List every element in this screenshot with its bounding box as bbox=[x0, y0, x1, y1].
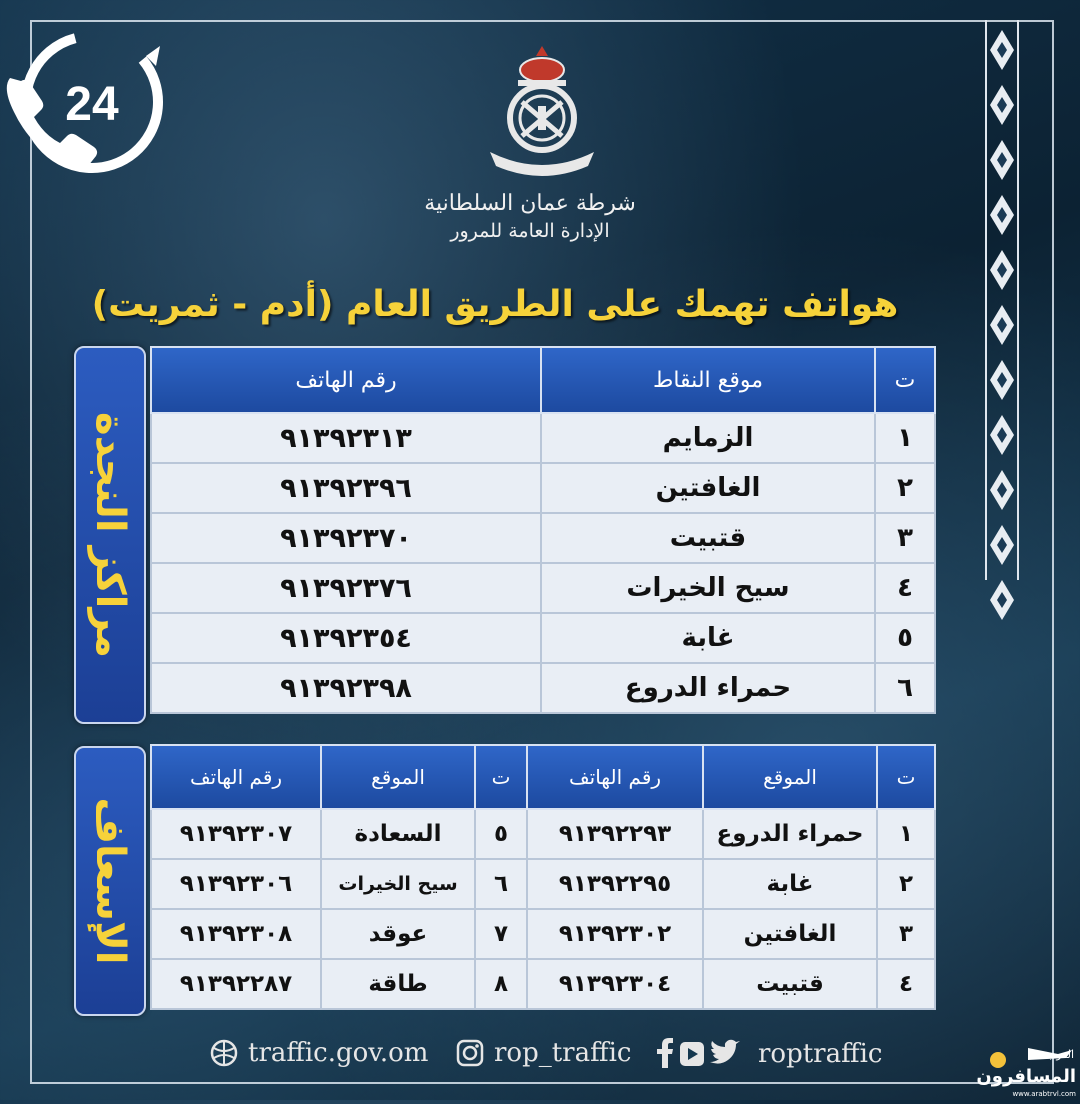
row-phone: ٩١٣٩٢٣٩٦ bbox=[151, 463, 541, 513]
watermark-line3: www.arabtrvl.com bbox=[1012, 1090, 1076, 1098]
side-label-ambulance-text: الإسعاف bbox=[87, 797, 133, 965]
row-location: غابة bbox=[703, 859, 877, 909]
row-location: حمراء الدروع bbox=[703, 809, 877, 859]
phone-24-badge bbox=[0, 16, 172, 188]
header-phone-2: رقم الهاتف bbox=[151, 745, 321, 809]
row-phone: ٩١٣٩٢٣٩٨ bbox=[151, 663, 541, 713]
row-index-2: ٧ bbox=[475, 909, 527, 959]
ambulance-table bbox=[150, 744, 936, 1010]
instagram-handle[interactable]: rop_traffic bbox=[494, 1038, 632, 1068]
row-location: حمراء الدروع bbox=[541, 663, 875, 713]
organization-name bbox=[380, 190, 680, 244]
table-row bbox=[151, 563, 935, 613]
table-header-row bbox=[151, 347, 935, 413]
instagram-icon bbox=[456, 1039, 484, 1067]
watermark-line2: المسافرون bbox=[976, 1066, 1076, 1087]
page-title: هواتف تهمك على الطريق العام (أدم - ثمريت) bbox=[91, 284, 899, 325]
row-index: ٢ bbox=[877, 859, 935, 909]
org-line-1: شرطة عمان السلطانية bbox=[424, 191, 636, 216]
row-location: سيح الخيرات bbox=[541, 563, 875, 613]
header-index: ت bbox=[877, 745, 935, 809]
table-row bbox=[151, 959, 935, 1009]
org-line-2: الإدارة العامة للمرور bbox=[450, 220, 610, 242]
table-row bbox=[151, 909, 935, 959]
table-row bbox=[151, 663, 935, 713]
row-phone: ٩١٣٩٢٣٠٤ bbox=[527, 959, 703, 1009]
row-location: الغافتين bbox=[541, 463, 875, 513]
header-index: ت bbox=[875, 347, 935, 413]
header-index-2: ت bbox=[475, 745, 527, 809]
decorative-pattern bbox=[984, 20, 1020, 630]
header-location: الموقع bbox=[703, 745, 877, 809]
row-index: ١ bbox=[877, 809, 935, 859]
row-index: ٣ bbox=[877, 909, 935, 959]
side-label-rescue-text: مراكز النجدة bbox=[87, 411, 133, 659]
row-index-2: ٥ bbox=[475, 809, 527, 859]
footer-social[interactable] bbox=[650, 1038, 882, 1070]
row-index: ٣ bbox=[875, 513, 935, 563]
row-phone-2: ٩١٣٩٢٣٠٨ bbox=[151, 909, 321, 959]
badge-number: 24 bbox=[65, 78, 119, 131]
row-index: ٥ bbox=[875, 613, 935, 663]
row-phone: ٩١٣٩٢٣١٣ bbox=[151, 413, 541, 463]
row-location: الزمايم bbox=[541, 413, 875, 463]
website-text[interactable]: traffic.gov.om bbox=[248, 1038, 429, 1068]
row-location: قتبيت bbox=[703, 959, 877, 1009]
watermark-logo bbox=[968, 1040, 1080, 1100]
row-index-2: ٨ bbox=[475, 959, 527, 1009]
facebook-icon bbox=[657, 1038, 673, 1068]
row-phone: ٩١٣٩٢٢٩٣ bbox=[527, 809, 703, 859]
table-row bbox=[151, 463, 935, 513]
social-icons bbox=[650, 1038, 750, 1070]
basketball-icon bbox=[210, 1039, 238, 1067]
row-index: ٤ bbox=[877, 959, 935, 1009]
row-index: ٢ bbox=[875, 463, 935, 513]
header-location: موقع النقاط bbox=[541, 347, 875, 413]
side-label-ambulance bbox=[74, 746, 146, 1016]
row-location: الغافتين bbox=[703, 909, 877, 959]
row-index: ٤ bbox=[875, 563, 935, 613]
table-row bbox=[151, 513, 935, 563]
row-location: قتبيت bbox=[541, 513, 875, 563]
header-phone: رقم الهاتف bbox=[527, 745, 703, 809]
side-label-rescue bbox=[74, 346, 146, 724]
row-phone-2: ٩١٣٩٢٢٨٧ bbox=[151, 959, 321, 1009]
row-phone-2: ٩١٣٩٢٣٠٦ bbox=[151, 859, 321, 909]
row-phone: ٩١٣٩٢٣٧٠ bbox=[151, 513, 541, 563]
row-location-2: السعادة bbox=[321, 809, 475, 859]
table-row bbox=[151, 613, 935, 663]
police-emblem-icon bbox=[482, 40, 602, 180]
row-phone-2: ٩١٣٩٢٣٠٧ bbox=[151, 809, 321, 859]
row-location-2: عوقد bbox=[321, 909, 475, 959]
watermark-line1: العرب bbox=[1045, 1048, 1074, 1061]
table-row bbox=[151, 809, 935, 859]
footer bbox=[210, 1038, 890, 1078]
header-location-2: الموقع bbox=[321, 745, 475, 809]
table-header-row bbox=[151, 745, 935, 809]
row-location: غابة bbox=[541, 613, 875, 663]
twitter-icon bbox=[710, 1040, 740, 1064]
row-location-2: سيح الخيرات bbox=[321, 859, 475, 909]
row-phone: ٩١٣٩٢٣٠٢ bbox=[527, 909, 703, 959]
row-phone: ٩١٣٩٢٣٥٤ bbox=[151, 613, 541, 663]
rescue-points-table bbox=[150, 346, 936, 714]
row-location-2: طاقة bbox=[321, 959, 475, 1009]
row-phone: ٩١٣٩٢٣٧٦ bbox=[151, 563, 541, 613]
social-handle[interactable]: roptraffic bbox=[758, 1039, 883, 1069]
table-row bbox=[151, 859, 935, 909]
header-phone: رقم الهاتف bbox=[151, 347, 541, 413]
footer-website[interactable] bbox=[210, 1038, 428, 1068]
row-index: ٦ bbox=[875, 663, 935, 713]
row-index: ١ bbox=[875, 413, 935, 463]
table-row bbox=[151, 413, 935, 463]
row-index-2: ٦ bbox=[475, 859, 527, 909]
row-phone: ٩١٣٩٢٢٩٥ bbox=[527, 859, 703, 909]
footer-instagram[interactable] bbox=[456, 1038, 631, 1068]
